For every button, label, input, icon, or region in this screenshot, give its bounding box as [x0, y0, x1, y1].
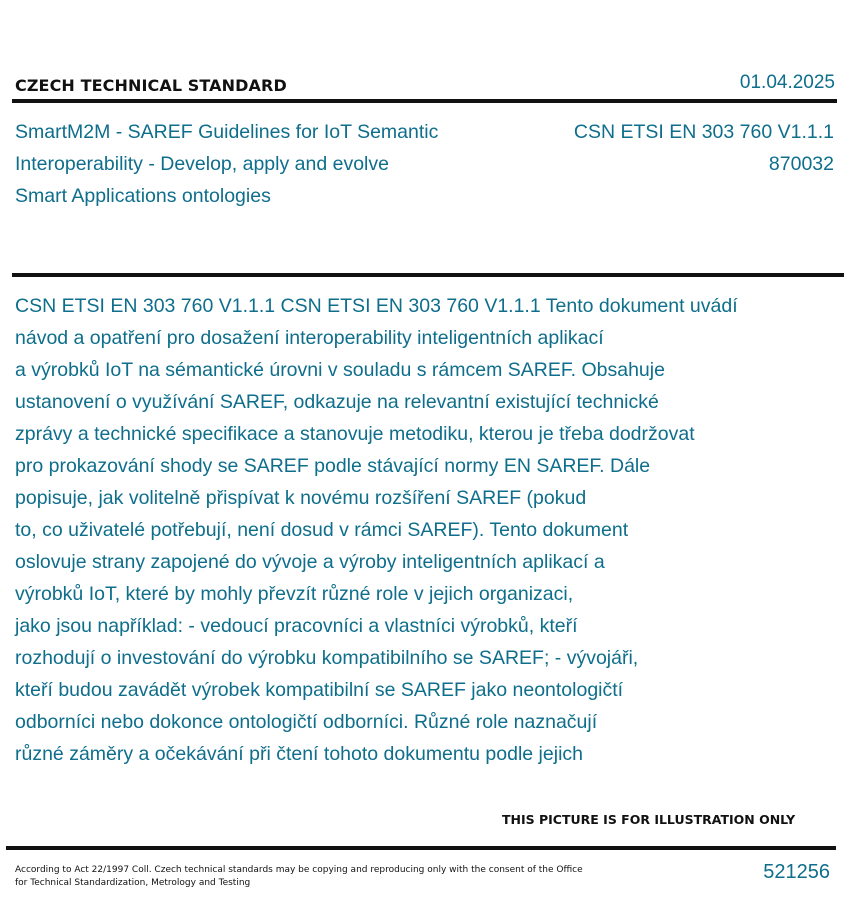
- footer-rule: [6, 846, 836, 850]
- standard-identifier: [574, 116, 834, 180]
- abstract-line: kteří budou zavádět výrobek kompatibilní se SAREF jako neontologičtí: [15, 679, 624, 701]
- title-line: Smart Applications ontologies: [15, 185, 271, 207]
- illustration-disclaimer: THIS PICTURE IS FOR ILLUSTRATION ONLY: [502, 812, 796, 827]
- standard-type-label: CZECH TECHNICAL STANDARD: [15, 76, 287, 95]
- catalog-number: 870032: [768, 153, 834, 175]
- abstract-line: oslovuje strany zapojené do vývoje a výroby inteligentních aplikací a: [15, 551, 605, 573]
- abstract-line: zprávy a technické specifikace a stanovuje metodiku, kterou je třeba dodržovat: [15, 423, 695, 445]
- standard-code: CSN ETSI EN 303 760 V1.1.1: [573, 121, 834, 143]
- title-line: SmartM2M - SAREF Guidelines for IoT Semantic: [15, 121, 439, 143]
- abstract-line: výrobků IoT, které by mohly převzít různé role v jejich organizaci,: [15, 583, 574, 605]
- publication-date: 01.04.2025: [739, 72, 835, 93]
- abstract-line: pro prokazování shody se SAREF podle stávající normy EN SAREF. Dále: [15, 455, 651, 477]
- copyright-line: for Technical Standardization, Metrology and Testing: [15, 878, 251, 888]
- title-line: Interoperability - Develop, apply and evolve: [15, 153, 389, 175]
- abstract-line: ustanovení o využívání SAREF, odkazuje na relevantní existující technické: [15, 391, 659, 413]
- title-rule: [12, 273, 844, 277]
- document-title: [15, 116, 438, 212]
- abstract-line: to, co uživatelé potřebují, není dosud v rámci SAREF). Tento dokument: [15, 519, 629, 541]
- document-number: 521256: [763, 861, 830, 883]
- copyright-notice: [15, 864, 583, 890]
- header-rule: [12, 99, 837, 103]
- abstract-line: odborníci nebo dokonce ontologičtí odborníci. Různé role naznačují: [15, 711, 598, 733]
- abstract-line: různé záměry a očekávání při čtení tohoto dokumentu podle jejich: [15, 743, 583, 765]
- abstract-line: popisuje, jak volitelně přispívat k novému rozšíření SAREF (pokud: [15, 487, 587, 509]
- abstract-text: [15, 290, 845, 770]
- abstract-line: a výrobků IoT na sémantické úrovni v souladu s rámcem SAREF. Obsahuje: [15, 359, 665, 381]
- abstract-line: CSN ETSI EN 303 760 V1.1.1 CSN ETSI EN 303 760 V1.1.1 Tento dokument uvádí: [15, 295, 738, 317]
- abstract-line: rozhodují o investování do výrobku kompatibilního se SAREF; - vývojáři,: [15, 647, 639, 669]
- abstract-line: jako jsou například: - vedoucí pracovníci a vlastníci výrobků, kteří: [15, 615, 578, 637]
- abstract-line: návod a opatření pro dosažení interoperability inteligentních aplikací: [15, 327, 604, 349]
- copyright-line: According to Act 22/1997 Coll. Czech technical standards may be copying and reproducing only with the consent of the Office: [15, 865, 583, 875]
